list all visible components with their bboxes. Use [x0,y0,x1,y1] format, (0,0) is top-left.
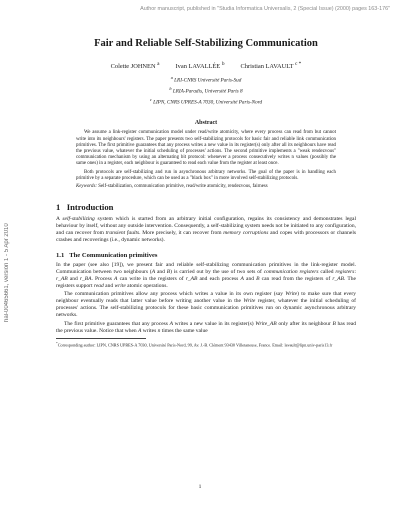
affiliation: $^a$ LRI-CNRS Université Paris-Sud [170,75,242,84]
body-paragraph: In the paper (see also [19]), we present fair and reliable self-stabilizing communication primitives in the link-register model. Communication between two neighbours (A and B) is carried out by the use of two sets of communication registers called registers: r_AB and r_BA. Process A can write in the registers of r_AB and each process A and B can read from the registers of r_AB. The registers support read and write atomic operations. [56,261,356,289]
keywords-label: Keywords: [76,183,98,189]
author: Ivan LAVALLÉE $^b$ [175,61,225,71]
author-list [56,61,356,70]
affiliation-list [56,74,356,106]
paper-page [56,38,356,348]
affiliation: $^c$ LIPN, CNRS UPRES-A 7030, Université Paris-Nord [149,96,263,106]
author: Colette JOHNEN $^a$ [110,61,160,71]
page-number: 1 [198,484,202,490]
section-heading: 1 Introduction [56,202,114,213]
publication-note: Author manuscript, published in "Studia Informatica Universalis, 2 (Special Issue) (2000) pages 163-176" [140,6,390,12]
body-paragraph: A self-stabilizing system which is started from an arbitrary initial configuration, regains its consistency and demonstrates legal behaviour by itself, without any outside intervention. Consequently, a self-stabilizing system needs not be initiated to any configuration, and can recover from transient faults. More precisely, it can recover from memory corruptions and copes with processors or channels crashes and recoverings (i.e., dynamic networks). [56,216,357,243]
paper-title: Fair and Reliable Self-Stabilizing Communication [94,38,318,49]
subsection-heading: 1.1 The Communication primitives [56,251,158,259]
abstract-heading: Abstract [194,120,218,127]
keywords [76,184,336,190]
subsection-text [56,262,356,335]
abstract-paragraph: We assume a link-register communication model under read/write atomicity, where every process can read from but cannot write into its neighbours' registers. The paper presents two self-stabilizing protocols for basic fair and reliable link communication primitives. The first primitive guarantees that any process writes a new value in its register(s) only after all its neighbours have read the previous value, whatever the initial scheduling of processes' actions. The second primitive implements a "weak rendezvous" communication mechanism by using an alternating bit protocol: whenever a process consecutively writes n values (possibly the same ones) in a register, each neighbour is guaranteed to read each value from the register at least once. [76,130,336,167]
abstract-body [76,130,336,182]
affiliation: $^b$ LRIA-Paradis, Université Paris 8 [169,85,243,95]
introduction-text [56,216,356,244]
abstract-paragraph: Both protocols are self-stabilizing and run in asynchronous arbitrary networks. The goal of the paper is in handling each primitive by a separate procedure, which can be used as a "black box" in more involved self-stabilizing protocols. [76,169,336,181]
hal-identifier: hal-00465661, version 1 - 5 Apr 2010 [4,223,10,322]
keywords-text: Self-stabilization, communication primitive, read/write atomicity, rendezvous, fairness [98,183,268,189]
footnote: *Corresponding author: LIPN, CNRS UPRES-A 7030, Université Paris-Nord, 99, Av. J.-B. Clément 93430 Villetaneuse, France. Email: lavault@lipn.univ-paris13.fr [56,340,333,348]
body-paragraph: The communication primitives allow any process which writes a value in its own register (say Write) to make sure that every neighbour eventually reads that latter value before writing another value in the Write register, whatever the initial scheduling of processes' actions. The self-stabilizing protocols for these basic communication primitives run on dynamic asynchronous arbitrary networks. [56,291,356,319]
author: Christian LAVAULT $^{c *}$ [240,61,302,71]
body-paragraph: The first primitive guarantees that any process A writes a new value in its register(s) Write_AB only after its neighbour B has read the previous value. Notice that when A writes n times the same value [56,321,356,334]
footnote-rule [56,338,146,339]
